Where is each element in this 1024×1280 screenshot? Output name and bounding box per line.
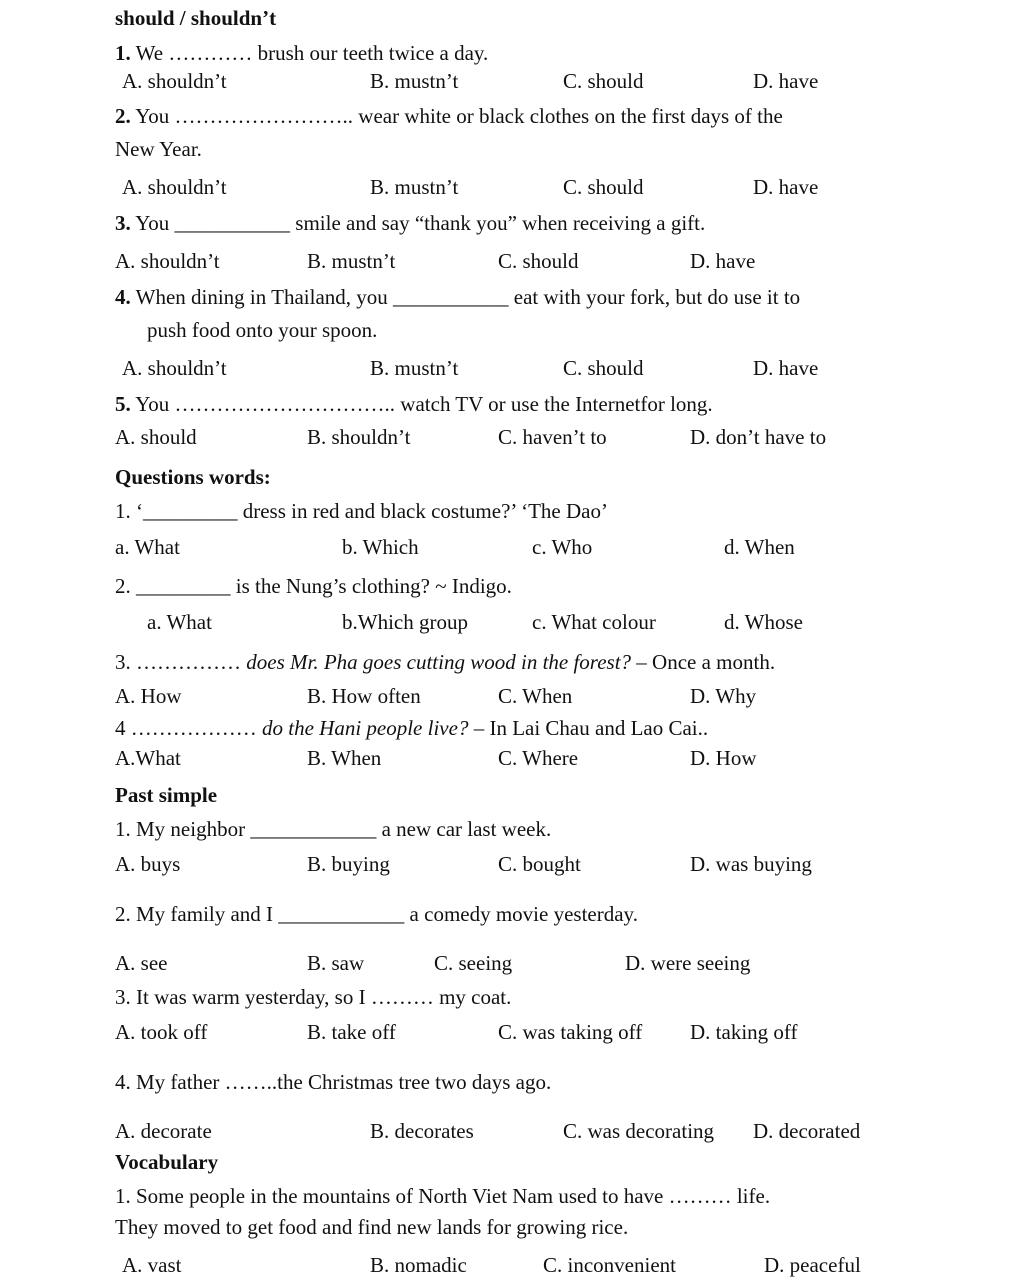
section-heading-question-words: Questions words: [115, 465, 271, 489]
option-b: B. decorates [370, 1119, 474, 1143]
question-should-5 [115, 391, 713, 417]
option-b: B. mustn’t [370, 356, 459, 380]
option-d: d. Whose [724, 610, 803, 634]
question-text: You …………………….. wear white or black clothes on the first days of the [135, 104, 783, 128]
question-italic: does Mr. Pha goes cutting wood in the forest? [246, 650, 632, 674]
option-d: D. have [753, 356, 819, 380]
option-a: A. shouldn’t [122, 356, 227, 380]
option-c: C. When [498, 684, 573, 708]
option-d: D. Why [690, 684, 757, 708]
question-answer: – In Lai Chau and Lao Cai.. [468, 716, 709, 740]
question-text: You ___________ smile and say “thank you” when receiving a gift. [135, 211, 706, 235]
question-words-2: 2. _________ is the Nung’s clothing? ~ Indigo. [115, 574, 512, 598]
option-d: D. have [753, 175, 819, 199]
option-a: A. shouldn’t [122, 69, 227, 93]
question-text-continued: New Year. [115, 137, 202, 161]
question-should-2 [115, 103, 783, 129]
question-should-3 [115, 210, 705, 236]
question-number: 2. [115, 104, 131, 128]
option-a: A. shouldn’t [122, 175, 227, 199]
option-a: A. vast [122, 1253, 182, 1277]
option-a: A. decorate [115, 1119, 212, 1143]
question-text-continued: push food onto your spoon. [147, 318, 378, 342]
option-a: A. buys [115, 852, 181, 876]
option-d: D. peaceful [764, 1253, 861, 1277]
option-c: c. Who [532, 535, 593, 559]
option-b: B. shouldn’t [307, 425, 411, 449]
question-text: We ………… brush our teeth twice a day. [135, 41, 489, 65]
option-d: D. don’t have to [690, 425, 827, 449]
question-past-1: 1. My neighbor ____________ a new car last week. [115, 817, 552, 841]
option-b: b. Which [342, 535, 419, 559]
option-d: D. decorated [753, 1119, 861, 1143]
option-a: A. see [115, 951, 168, 975]
question-should-4 [115, 284, 800, 310]
question-past-3: 3. It was warm yesterday, so I ……… my coat. [115, 985, 512, 1009]
question-text: When dining in Thailand, you ___________ eat with your fork, but do use it to [135, 285, 801, 309]
question-text: You ………………………….. watch TV or use the Internetfor long. [135, 392, 713, 416]
question-vocab-1: 1. Some people in the mountains of North Viet Nam used to have ……… life. [115, 1184, 771, 1208]
option-d: D. taking off [690, 1020, 798, 1044]
option-b: B. mustn’t [307, 249, 396, 273]
option-a: A. should [115, 425, 197, 449]
option-b: B. When [307, 746, 382, 770]
option-b: b.Which group [342, 610, 468, 634]
option-d: d. When [724, 535, 795, 559]
option-c: C. should [498, 249, 579, 273]
question-prefix: 4 ……………… [115, 716, 262, 740]
option-a: a. What [147, 610, 212, 634]
question-number: 1. [115, 41, 131, 65]
option-a: A.What [115, 746, 181, 770]
option-b: B. take off [307, 1020, 396, 1044]
option-c: C. was decorating [563, 1119, 715, 1143]
question-past-4: 4. My father ……..the Christmas tree two days ago. [115, 1070, 552, 1094]
question-past-2: 2. My family and I ____________ a comedy movie yesterday. [115, 902, 638, 926]
section-heading-vocabulary: Vocabulary [115, 1150, 219, 1174]
option-d: D. How [690, 746, 757, 770]
question-words-4 [115, 715, 708, 741]
option-c: C. should [563, 69, 644, 93]
option-b: B. buying [307, 852, 390, 876]
option-b: B. saw [307, 951, 365, 975]
question-should-1 [115, 40, 488, 66]
question-number: 3. [115, 211, 131, 235]
option-c: C. seeing [434, 951, 513, 975]
question-words-1: 1. ‘_________ dress in red and black costume?’ ‘The Dao’ [115, 499, 608, 523]
option-b: B. mustn’t [370, 175, 459, 199]
option-c: C. inconvenient [543, 1253, 676, 1277]
option-b: B. How often [307, 684, 421, 708]
question-prefix: 3. …………… [115, 650, 247, 674]
option-c: C. was taking off [498, 1020, 643, 1044]
option-b: B. nomadic [370, 1253, 467, 1277]
question-number: 5. [115, 392, 131, 416]
option-a: A. shouldn’t [115, 249, 220, 273]
option-b: B. mustn’t [370, 69, 459, 93]
option-d: D. have [753, 69, 819, 93]
question-answer: – Once a month. [631, 650, 776, 674]
section-heading-should: should / shouldn’t [115, 6, 277, 30]
option-c: C. Where [498, 746, 579, 770]
option-c: C. should [563, 175, 644, 199]
option-a: A. took off [115, 1020, 208, 1044]
option-c: c. What colour [532, 610, 656, 634]
option-c: C. bought [498, 852, 581, 876]
option-a: A. How [115, 684, 182, 708]
option-c: C. haven’t to [498, 425, 607, 449]
question-number: 4. [115, 285, 131, 309]
option-d: D. have [690, 249, 756, 273]
option-d: D. were seeing [625, 951, 751, 975]
option-d: D. was buying [690, 852, 812, 876]
option-a: a. What [115, 535, 180, 559]
question-italic: do the Hani people live? [262, 716, 469, 740]
section-heading-past-simple: Past simple [115, 783, 218, 807]
question-words-3 [115, 649, 775, 675]
question-text-continued: They moved to get food and find new lands for growing rice. [115, 1215, 629, 1239]
option-c: C. should [563, 356, 644, 380]
